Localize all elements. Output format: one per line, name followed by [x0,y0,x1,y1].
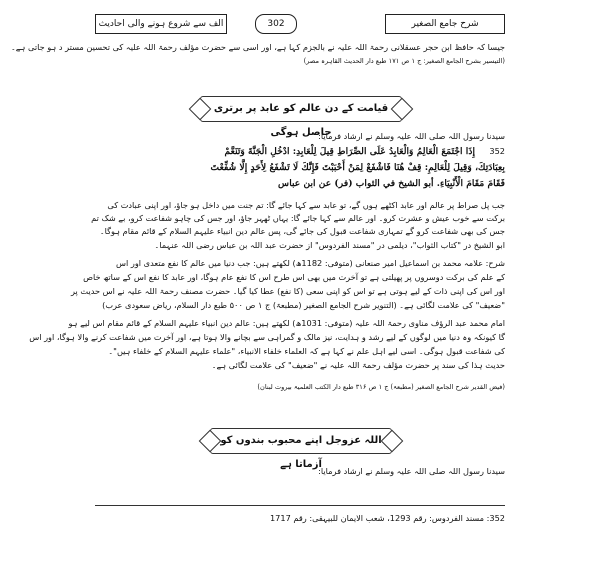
page-number: 302 [255,14,297,34]
munawi-line-4: حدیث ہذا کی سند پر حضرت مؤلف رحمۃ اللہ علیہ نے "ضعیف" کی علامت لگائی ہے۔ [211,360,505,370]
sharh-line-1: شرح: علامہ محمد بن اسماعیل امیر صنعانی (متوفی: 1182ھ) لکھتے ہیں: جب دنیا میں عالم کا نفع متعدی اور اس [116,258,505,268]
translation-line-3: جس کی بھی شفاعت کرو گے تمہاری شفاعت قبول کی جائے گی، پس عالم دین انبیاء علیہم السلام کے قائم مقام ہوگا۔ [99,226,505,236]
section-heading-scholar-superiority: قیامت کے دن عالم کو عابد پر برتری حاصل ہوگی [200,96,402,122]
hadith-number: 352 [489,146,505,156]
munawi-line-3: کی شفاعت قبول ہوگی۔ اسی لیے اہل علم نے کہا ہے کہ العلماء خلفاء الانبیاء، "علماء علیہم السلام کے خلفاء ہیں"۔ [108,346,505,356]
hadith-arabic-line-1: إِذَا اجْتَمَعَ الْعَالِمُ وَالْعَابِدُ عَلَى الصِّرَاطِ قِيلَ لِلْعَابِدِ: ادْخُلِ الْجَنَّةَ وَتَنَعَّمْ [224,146,475,157]
translation-line-2: برکت سے خوب عیش و عشرت کرو۔ اور عالم سے کہا جائے گا: یہاں ٹھہر جاؤ، اور جس کی چاہو شفاعت کرو، بے شک تم [91,213,505,223]
munawi-line-1: امام محمد عبد الرؤف مناوی رحمۃ اللہ علیہ (متوفی: 1031ھ) لکھتے ہیں: عالم دین انبیاء علیہم السلام کے قائم مقام اس لیے ہو [68,318,505,328]
hadith-arabic-line-3: فَقَامَ مَقَامَ الْأَنْبِيَاءِ. أبو الشيخ في الثواب (فر) عن ابن عباس [277,178,505,189]
hadith-intro: سیدنا رسول اللہ صلی اللہ علیہ وسلم نے ارشاد فرمایا: [318,131,505,141]
section2-intro: سیدنا رسول اللہ صلی اللہ علیہ وسلم نے ارشاد فرمایا: [318,466,505,476]
translation-line-1: جب پل صراط پر عالم اور عابد اکٹھے ہوں گے، تو عابد سے کہا جائے گا: تم جنت میں داخل ہو جاؤ، اور اپنی عبادت کی [107,200,505,210]
sharh-line-3: اور اس کی اپنی ذات کے لیے ہوتی ہے تو اس کو اپنی سعی (کا نفع) عطا کیا گیا۔ حضرت مصنف رحمۃ اللہ علیہ نے اس حدیث پر [71,286,505,296]
sharh-line-4: "ضعیف" کی علامت لگائی ہے۔ (التنویر شرح الجامع الصغیر (مطبعۃ) ج ۱ ص ۵۰۰ طبع دار السلام، ریاض سعودی عرب) [102,300,505,310]
hadith-arabic-line-2: بِعِبَادَتِكَ، وَقِيلَ لِلْعَالِمِ: قِفْ هُنَا فَاشْفَعْ لِمَنْ أَحْبَبْتَ فَإِنَّكَ لَا تَشْفَعُ لِأَحَدٍ إِلَّا شُفِّعْتَ [210,162,505,173]
munawi-line-2: گا کیونکہ وہ دنیا میں لوگوں کے لیے رشد و ہدایت، نیز مالک و گمراہی سے بچانے والا ہوتا ہے، اور آخرت میں شفاعت کرنے والا ہوگا، اور اس [29,332,505,342]
page-header [95,14,505,34]
faid-reference: (فیض القدیر شرح الجامع الصغیر (مطبعۃ) ج ۱ ص ۳۱۶ طبع دار الکتب العلمیۃ بیروت لبنان) [257,383,505,391]
intro-reference: (التیسیر بشرح الجامع الصغیر: ج ۱ ص ۱۷۱ طبع دار الحدیث القاہرہ مصر) [303,57,505,65]
footnote: 352: مسند الفردوس: رقم 1293، شعب الایمان للبیہقی: رقم 1717 [269,513,505,523]
section-title-box: الف سے شروع ہونے والی احادیث [95,14,227,34]
intro-line: جیسا کہ حافظ ابن حجر عسقلانی رحمۃ اللہ علیہ نے بالجزم کہا ہے، اور اسی سے حضرت مؤلف رحمۃ اللہ علیہ کی تحسین مستر د ہو جاتی ہے۔ [11,42,505,52]
sharh-line-2: کے علم کی برکت دوسروں پر پھیلتی ہے تو آخرت میں بھی اس طرح اس کا نفع عام ہوگا، اور عابد کا نفع اس کے ساتھ خاص [83,272,505,282]
book-title-box: شرح جامع الصغیر [385,14,505,34]
translation-line-4: ابو الشیخ در "کتاب الثواب"، دیلمی در "مسند الفردوس" از حضرت عبد اللہ بن عباس رضی اللہ عنہما۔ [154,240,505,250]
section-heading-trial: اللہ عزوجل اپنے محبوب بندوں کو آزماتا ہے [210,428,392,454]
footnote-divider [95,505,505,506]
